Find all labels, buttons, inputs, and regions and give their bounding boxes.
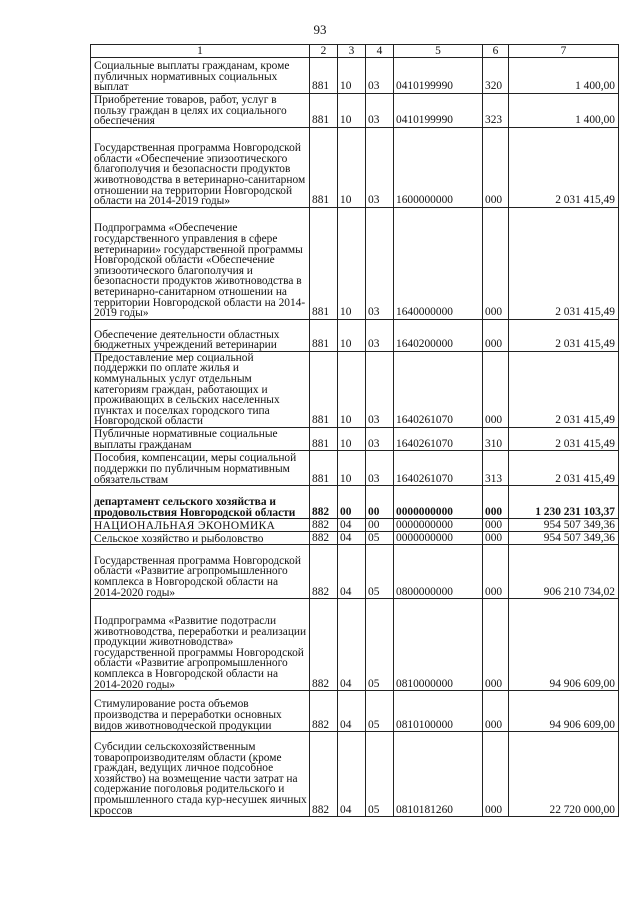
row-value-cell: 2 031 415,49 [509, 127, 619, 207]
row-value-cell: 05 [366, 545, 394, 599]
row-value-cell: 05 [366, 532, 394, 545]
row-name-cell: департамент сельского хозяйства и продовольствия Новгородской области [91, 486, 310, 519]
row-value-cell: 00 [338, 486, 366, 519]
table-row [91, 94, 619, 128]
row-value-cell: 881 [310, 207, 338, 319]
row-value-cell: 881 [310, 127, 338, 207]
table-row [91, 451, 619, 486]
row-value-cell: 10 [338, 58, 366, 94]
row-value-cell: 03 [366, 207, 394, 319]
row-value-cell: 881 [310, 451, 338, 486]
row-value-cell: 323 [483, 94, 509, 128]
table-row [91, 545, 619, 599]
row-name-cell: НАЦИОНАЛЬНАЯ ЭКОНОМИКА [91, 519, 310, 532]
row-value-cell: 04 [338, 732, 366, 817]
row-value-cell: 882 [310, 519, 338, 532]
row-name-cell: Социальные выплаты гражданам, кроме публичных нормативных социальных выплат [91, 58, 310, 94]
row-value-cell: 10 [338, 427, 366, 450]
row-value-cell: 04 [338, 691, 366, 732]
row-value-cell: 94 906 609,00 [509, 691, 619, 732]
row-value-cell: 882 [310, 732, 338, 817]
row-value-cell: 000 [483, 319, 509, 351]
table-row [91, 127, 619, 207]
row-value-cell: 882 [310, 599, 338, 691]
row-value-cell: 94 906 609,00 [509, 599, 619, 691]
row-name-cell: Обеспечение деятельности областных бюджетных учреждений ветеринарии [91, 319, 310, 351]
column-header: 4 [366, 45, 394, 58]
column-header: 6 [483, 45, 509, 58]
row-name-cell: Подпрограмма «Развитие подотрасли животноводства, переработки и реализации продукции животноводства» государственной программы Новгородской области «Развитие агропромышленного комплекса в Новгородской области на 2014-2020 годы» [91, 599, 310, 691]
row-value-cell: 000 [483, 207, 509, 319]
row-value-cell: 03 [366, 319, 394, 351]
row-value-cell: 881 [310, 351, 338, 427]
row-value-cell: 881 [310, 319, 338, 351]
row-value-cell: 10 [338, 319, 366, 351]
row-value-cell: 0800000000 [394, 545, 483, 599]
table-row [91, 599, 619, 691]
row-value-cell: 000 [483, 127, 509, 207]
row-value-cell: 03 [366, 58, 394, 94]
table-row [91, 58, 619, 94]
table-row [91, 207, 619, 319]
table-row [91, 486, 619, 519]
row-value-cell: 1640200000 [394, 319, 483, 351]
table-row [91, 351, 619, 427]
table-row [91, 532, 619, 545]
row-value-cell: 000 [483, 519, 509, 532]
row-value-cell: 10 [338, 207, 366, 319]
row-value-cell: 03 [366, 127, 394, 207]
row-value-cell: 0810000000 [394, 599, 483, 691]
column-header: 2 [310, 45, 338, 58]
row-value-cell: 000 [483, 691, 509, 732]
row-value-cell: 05 [366, 599, 394, 691]
row-value-cell: 1640261070 [394, 351, 483, 427]
row-name-cell: Приобретение товаров, работ, услуг в пользу граждан в целях их социального обеспечения [91, 94, 310, 128]
row-value-cell: 000 [483, 532, 509, 545]
row-value-cell: 10 [338, 94, 366, 128]
row-name-cell: Сельское хозяйство и рыболовство [91, 532, 310, 545]
row-name-cell: Пособия, компенсации, меры социальной поддержки по публичным нормативным обязательствам [91, 451, 310, 486]
row-value-cell: 1 230 231 103,37 [509, 486, 619, 519]
row-value-cell: 313 [483, 451, 509, 486]
table-row [91, 319, 619, 351]
row-value-cell: 1640000000 [394, 207, 483, 319]
row-value-cell: 000 [483, 599, 509, 691]
column-header: 3 [338, 45, 366, 58]
row-value-cell: 1640261070 [394, 451, 483, 486]
row-value-cell: 881 [310, 94, 338, 128]
row-value-cell: 1640261070 [394, 427, 483, 450]
column-header: 5 [394, 45, 483, 58]
row-value-cell: 310 [483, 427, 509, 450]
row-value-cell: 1600000000 [394, 127, 483, 207]
row-name-cell: Подпрограмма «Обеспечение государственного управления в сфере ветеринарии» государственной программы Новгородской области «Обеспечение эпизоотического благополучия и безопасности продуктов животноводства в ветеринарно-санитарном отношении на территории Новгородской области на 2014-2019 годы» [91, 207, 310, 319]
table-row [91, 519, 619, 532]
row-value-cell: 2 031 415,49 [509, 451, 619, 486]
row-value-cell: 00 [366, 519, 394, 532]
row-value-cell: 881 [310, 58, 338, 94]
row-value-cell: 0410199990 [394, 94, 483, 128]
row-value-cell: 10 [338, 351, 366, 427]
row-value-cell: 320 [483, 58, 509, 94]
row-value-cell: 2 031 415,49 [509, 351, 619, 427]
row-name-cell: Государственная программа Новгородской области «Обеспечение эпизоотического благополучия и безопасности продуктов животноводства в ветеринарно-санитарном отношении на территории Новгородской области на 2014-2019 годы» [91, 127, 310, 207]
row-value-cell: 906 210 734,02 [509, 545, 619, 599]
row-value-cell: 954 507 349,36 [509, 532, 619, 545]
row-value-cell: 0000000000 [394, 486, 483, 519]
table-row [91, 691, 619, 732]
row-value-cell: 2 031 415,49 [509, 427, 619, 450]
row-name-cell: Государственная программа Новгородской области «Развитие агропромышленного комплекса в Новгородской области на 2014-2020 годы» [91, 545, 310, 599]
row-value-cell: 04 [338, 545, 366, 599]
column-header: 1 [91, 45, 310, 58]
row-value-cell: 0810181260 [394, 732, 483, 817]
row-value-cell: 03 [366, 94, 394, 128]
row-value-cell: 0410199990 [394, 58, 483, 94]
row-value-cell: 03 [366, 427, 394, 450]
row-value-cell: 000 [483, 732, 509, 817]
row-value-cell: 0000000000 [394, 532, 483, 545]
row-value-cell: 22 720 000,00 [509, 732, 619, 817]
row-value-cell: 882 [310, 691, 338, 732]
row-value-cell: 2 031 415,49 [509, 207, 619, 319]
row-value-cell: 0810100000 [394, 691, 483, 732]
row-value-cell: 0000000000 [394, 519, 483, 532]
row-value-cell: 05 [366, 732, 394, 817]
row-name-cell: Публичные нормативные социальные выплаты гражданам [91, 427, 310, 450]
row-value-cell: 1 400,00 [509, 94, 619, 128]
row-value-cell: 10 [338, 451, 366, 486]
row-value-cell: 000 [483, 351, 509, 427]
row-value-cell: 1 400,00 [509, 58, 619, 94]
page-number: 93 [313, 22, 327, 37]
table-row [91, 732, 619, 817]
row-value-cell: 881 [310, 427, 338, 450]
row-value-cell: 954 507 349,36 [509, 519, 619, 532]
row-value-cell: 04 [338, 599, 366, 691]
row-value-cell: 00 [366, 486, 394, 519]
row-value-cell: 03 [366, 351, 394, 427]
row-value-cell: 882 [310, 486, 338, 519]
row-name-cell: Субсидии сельскохозяйственным товаропроизводителям области (кроме граждан, ведущих личное подсобное хозяйство) на возмещение части затрат на содержание поголовья родительского и промышленного стада кур-несушек яичных кроссов [91, 732, 310, 817]
row-value-cell: 10 [338, 127, 366, 207]
row-name-cell: Стимулирование роста объемов производства и переработки основных видов животноводческой продукции [91, 691, 310, 732]
row-value-cell: 04 [338, 519, 366, 532]
row-value-cell: 000 [483, 486, 509, 519]
row-value-cell: 2 031 415,49 [509, 319, 619, 351]
row-value-cell: 000 [483, 545, 509, 599]
row-value-cell: 882 [310, 532, 338, 545]
table-header-row [91, 45, 619, 58]
row-value-cell: 05 [366, 691, 394, 732]
row-value-cell: 882 [310, 545, 338, 599]
budget-table [90, 44, 619, 817]
column-header: 7 [509, 45, 619, 58]
row-name-cell: Предоставление мер социальной поддержки по оплате жилья и коммунальных услуг отдельным категориям граждан, работающих и проживающих в сельских населенных пунктах и поселках городского типа Новгородской области [91, 351, 310, 427]
table-row [91, 427, 619, 450]
row-value-cell: 03 [366, 451, 394, 486]
row-value-cell: 04 [338, 532, 366, 545]
